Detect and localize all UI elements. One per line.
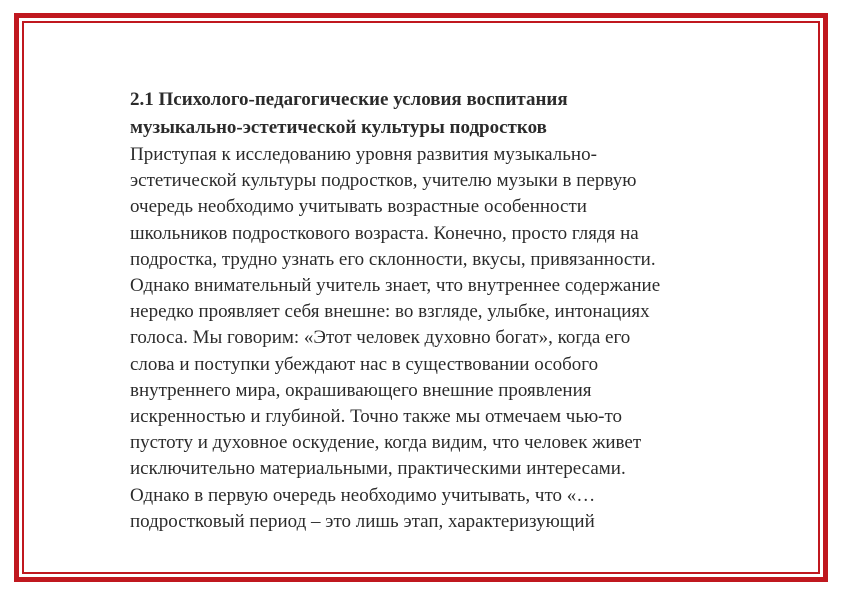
body-line: эстетической культуры подростков, учителю музыки в первую (130, 170, 637, 192)
body-line: подростка, трудно узнать его склонности, вкусы, привязанности. (130, 248, 656, 270)
body-line: исключительно материальными, практическими интересами. (130, 458, 626, 480)
body-line: искренностью и глубиной. Точно также мы отмечаем чью-то (130, 406, 623, 428)
body-line: пустоту и духовное оскудение, когда видим, что человек живет (130, 432, 642, 454)
body-line: Приступая к исследованию уровня развития музыкально- (130, 144, 597, 165)
body-line: школьников подросткового возраста. Конечно, просто глядя на (130, 222, 639, 244)
body-line: внутреннего мира, окрашивающего внешние проявления (130, 379, 592, 401)
section-heading (130, 86, 750, 142)
body-line: голоса. Мы говорим: «Этот человек духовно богат», когда его (130, 327, 631, 349)
body-line: Однако в первую очередь необходимо учитывать, что «… (130, 484, 596, 506)
body-line: Однако внимательный учитель знает, что внутреннее содержание (130, 275, 661, 297)
slide-content (130, 86, 750, 535)
heading-line: 2.1 Психолого-педагогические условия воспитания (130, 89, 568, 110)
body-line: подростковый период – это лишь этап, характеризующий (130, 510, 595, 532)
body-line: нередко проявляет себя внешне: во взгляде, улыбке, интонациях (130, 301, 650, 323)
body-paragraph (130, 142, 750, 535)
body-line: слова и поступки убеждают нас в существовании особого (130, 353, 599, 375)
body-line: очередь необходимо учитывать возрастные особенности (130, 196, 587, 218)
heading-line: музыкально-эстетической культуры подростков (130, 117, 547, 138)
